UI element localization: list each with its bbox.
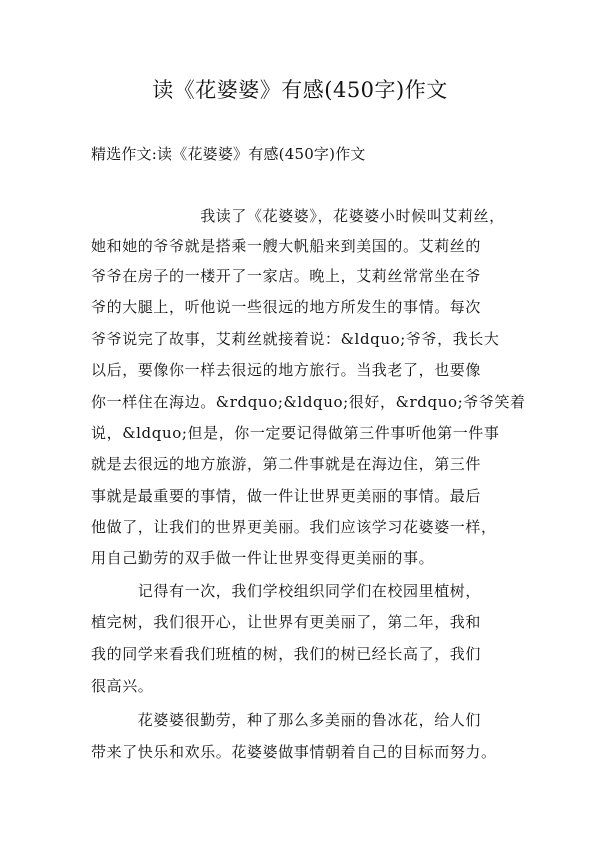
- body-line: 事就是最重要的事情，做一件让世界更美丽的事情。最后: [91, 487, 482, 505]
- body-line: 植完树，我们很开心，让世界有更美丽了，第二年，我和: [91, 613, 482, 631]
- body-line: 带来了快乐和欢乐。花婆婆做事情朝着自己的目标而努力。: [91, 743, 497, 761]
- body-line: 记得有一次，我们学校组织同学们在校园里植树，: [91, 582, 482, 600]
- document-subtitle: 精选作文:读《花婆婆》有感(450字)作文: [91, 145, 366, 163]
- body-line: 爷爷在房子的一楼开了一家店。晚上，艾莉丝常常坐在爷: [91, 267, 482, 285]
- body-line: 很高兴。: [91, 677, 154, 695]
- body-line: 以后，要像你一样去很远的地方旅行。当我老了，也要像: [91, 361, 482, 379]
- body-line: 你一样住在海边。&rdquo;&ldquo;很好，&rdquo;爷爷笑着: [91, 393, 526, 411]
- body-line: 花婆婆很勤劳，种了那么多美丽的鲁冰花，给人们: [91, 711, 482, 729]
- document-title: 读《花婆婆》有感(450字)作文: [152, 78, 448, 102]
- body-line: 我的同学来看我们班植的树，我们的树已经长高了，我们: [91, 645, 482, 663]
- body-line: 爷爷说完了故事，艾莉丝就接着说：&ldquo;爷爷，我长大: [91, 330, 500, 348]
- body-line: 用自己勤劳的双手做一件让世界变得更美丽的事。: [91, 549, 435, 567]
- body-line: 我读了《花婆婆》，花婆婆小时候叫艾莉丝，: [91, 207, 505, 225]
- body-line: 爷的大腿上，听他说一些很远的地方所发生的事情。每次: [91, 298, 482, 316]
- body-line: 她和她的爷爷就是搭乘一艘大帆船来到美国的。艾莉丝的: [91, 237, 482, 255]
- body-line: 就是去很远的地方旅游，第二件事就是在海边住，第三件: [91, 455, 482, 473]
- body-line: 说，&ldquo;但是，你一定要记得做第三件事听他第一件事: [91, 424, 500, 442]
- body-line: 他做了，让我们的世界更美丽。我们应该学习花婆婆一样，: [91, 518, 497, 536]
